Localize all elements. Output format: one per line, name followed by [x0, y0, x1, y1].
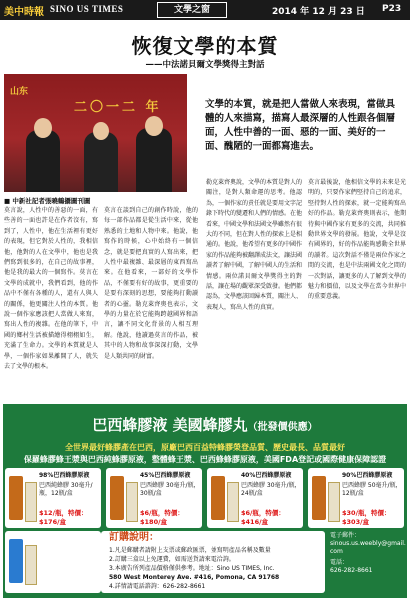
bottle-icon	[110, 476, 124, 520]
product-price: $30/瓶，特價：$303/盒	[342, 509, 391, 526]
order-line-1: 1.凡是郵購者請附上支票或郵政匯票，並寫明產品名稱及數量	[109, 547, 271, 554]
order-line-3: 3.本廣告所列產品價格僅供參考。地址：Sino US TIMES, Inc.	[109, 565, 275, 572]
email-label: 電子郵件：	[330, 532, 361, 539]
box-icon	[328, 482, 340, 522]
product-name: 98%巴西蜂膠原液	[39, 472, 90, 479]
box-icon	[126, 482, 138, 522]
bottle-icon	[9, 476, 23, 520]
person-right	[136, 128, 172, 192]
page-header	[0, 0, 410, 20]
product-name: 90%巴西蜂膠原液	[342, 472, 393, 479]
article-column-2: 莫言在談到自己的創作時說，他的每一部作品都是從生活中來，從他熟悉的土地和人物中來。他說，他寫作的時候，心中始終有一個信念，就是要把真實的人寫出來，把人性中最複雜、最深層的東西寫出來。在他看來，一部好的文學作品，不僅要有好的故事，更重要的是要有深刻的思想，要能夠打動讀者的心靈。勒克萊齊奧也表示，文學的力量在於它能夠跨越國界和語言，讓不同文化背景的人相互理解。他說，他讀過莫言的作品，被其中的人物和故事深深打動，文學是人類共同的財富。	[104, 207, 198, 360]
contact-info	[330, 532, 406, 592]
order-title: 訂購說明：	[109, 532, 159, 543]
bottle-icon	[312, 476, 326, 520]
ad-line-1: 全世界最好蜂膠產在巴西，原廠巴西百益特蜂膠榮登品質、歷史最長、品質最好	[65, 443, 345, 452]
box-icon	[227, 482, 239, 522]
product-name: 45%巴西蜂膠原液	[140, 472, 191, 479]
ad-headline-note: （批發價供應）	[247, 422, 318, 433]
box-icon	[25, 545, 37, 585]
product-card-4	[308, 468, 404, 528]
ad-line-2: 保羅蜂膠蜂王漿與巴西純蜂膠原液，整體蜂王漿、巴西蜂蜂膠原液，美國FDA登記或國際健康保障認證	[23, 455, 387, 464]
ad-headline-text: 巴西蜂膠液 美國蜂膠丸	[92, 416, 248, 434]
photo-caption: ■ 中新社記者張曉鶴攝圖刊圖	[4, 197, 91, 205]
order-line-4: 580 West Monterey Ave. #416, Pomona, CA 91768	[109, 574, 280, 581]
person-left	[26, 130, 60, 192]
order-line-5: 4.詳情請電話諮詢：626-282-8661	[109, 583, 206, 590]
product-detail: 巴西蜂膠 30毫升/瓶，30瓶/盒	[140, 482, 200, 497]
product-detail: 巴西蜂膠 50毫升/瓶，12瓶/盒	[342, 482, 402, 497]
bottle-icon	[9, 539, 23, 583]
phone-value: 626-282-8661	[330, 567, 373, 574]
order-instructions	[101, 531, 325, 593]
photo-banner-text: 山东	[10, 87, 29, 97]
page-number: P23	[382, 4, 402, 14]
brand-en: SINO US TIMES	[50, 4, 124, 14]
phone-label: 電話：	[330, 559, 349, 566]
issue-date: 2014 年 12 月 23 日	[272, 7, 365, 17]
product-price: $6/瓶，特價：$180/盒	[140, 509, 184, 526]
product-card-3	[207, 468, 303, 528]
product-card-5	[5, 531, 101, 593]
product-name: 40%巴西蜂膠原液	[241, 472, 292, 479]
pull-quote: 文學的本質，就是把人當做人來表現，當做具體的人來描寫，描寫人最深層的人性跟各個層面，人性中善的一面、惡的一面、美好的一面、醜陋的一面都寫進去。	[205, 99, 396, 152]
email-value: sinous.us.weebly@gmail.com	[330, 540, 406, 555]
person-right-head	[145, 116, 163, 136]
bottle-icon	[211, 476, 225, 520]
order-line-2: 2.訂購三盒以上免運費，如需送貨請來電洽詢。	[109, 556, 235, 563]
ad-headline	[3, 414, 407, 435]
person-left-head	[34, 118, 52, 138]
product-price: $6/瓶，特價：$416/盒	[241, 509, 285, 526]
person-center-head	[93, 122, 109, 140]
product-detail: 巴西蜂膠 30毫升/瓶，24瓶/盒	[241, 482, 301, 497]
product-price: $12/瓶，特價：$176/盒	[39, 509, 88, 526]
product-detail: 巴西純蜂膠 30毫升/瓶，12瓶/盒	[39, 482, 93, 497]
product-card-2	[106, 468, 202, 528]
article-subtitle: ——中法諾貝爾文學獎得主對話	[145, 60, 265, 70]
article-photo	[4, 74, 187, 192]
person-center	[84, 132, 118, 192]
article-column-1: 莫言說，人性中的善惡的一面，有些善的一面也許是在作者沒有，寫到了，人性中，他在生活裡有更好的表現，但它對於人性的，我相信他，他對的人在文學中，他也是我們寫到很多的，在自己的故事裡，他是我的最大的一個寫作。莫言在文學的成就中，我們看到，他的作品中不僅有各種的人，還有人與人的關係，他更關注人性的本質。他說一個作家應該把人當做人來寫，寫出人性的複雜。在他的筆下，中國的鄉村生活被描繪得栩栩如生，充滿了生命力。文學的本質就是人學，一個作家如果離開了人，就失去了文學的根本。	[4, 207, 98, 371]
article-column-4: 莫言最後說，他相信文學的未來是光明的，只要作家們堅持自己的追求，堅持對人性的探索，就一定能夠寫出好的作品。勒克萊齊奧則表示，他期待與中國作家有更多的交流，共同推動世界文學的發展。他說，文學是沒有國界的，好的作品能夠感動全世界的讀者。這次對話不僅是兩位作家之間的交流，也是中法兩國文化之間的一次對話，讓更多的人了解到文學的魅力和價值，以及文學在當今世界中的重要意義。	[308, 179, 406, 301]
photo-banner-num: 二〇一二 年	[74, 100, 162, 115]
section-label: 文學之窗	[157, 2, 227, 18]
box-icon	[25, 482, 37, 522]
article-column-3: 勒克萊齊奧說，文學的本質是對人的關注，是對人類命運的思考。他認為，一個作家的責任就是要用文字記錄下時代的變遷和人們的情感。在他看來，中國文學和法國文學雖然有很大的不同，但在對人性的探索上是相通的。他說，他希望有更多的中國作家的作品能夠被翻譯成法文，讓法國讀者了解中國，了解中國人的生活和情感。兩位諾貝爾文學獎得主的對話，讓在場的觀眾深受啟發。他們都認為，文學應該回歸本質，關注人、表現人，寫出人性的真實。	[206, 179, 302, 311]
brand-cn: 美中時報	[4, 7, 44, 18]
product-card-1	[5, 468, 101, 528]
article-title: 恢復文學的本質	[131, 34, 279, 58]
